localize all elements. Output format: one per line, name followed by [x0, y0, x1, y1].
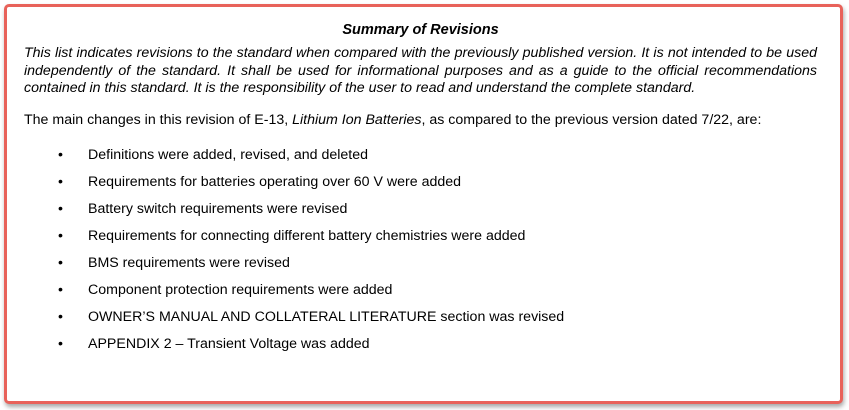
- list-item-text: Battery switch requirements were revised: [88, 200, 348, 217]
- main-changes-text-before: The main changes in this revision of E-13,: [24, 111, 293, 128]
- list-item: [24, 281, 817, 308]
- list-item: [24, 254, 817, 281]
- list-item-text: Requirements for connecting different battery chemistries were added: [88, 227, 526, 244]
- bullet-icon: •: [58, 200, 63, 217]
- list-item: [24, 173, 817, 200]
- summary-intro: This list indicates revisions to the standard when compared with the previously published version. It is not intended to be used independently of the standard. It shall be used for informational purposes and as a guide to the official recommendations contained in this standard. It is the responsibility of the user to read and understand the complete standard.: [24, 45, 817, 96]
- revision-summary-content: [24, 21, 817, 362]
- list-item: [24, 146, 817, 173]
- list-item-text: APPENDIX 2 – Transient Voltage was added: [88, 335, 370, 352]
- bullet-icon: •: [58, 335, 63, 352]
- bullet-icon: •: [58, 254, 63, 271]
- changes-list: [24, 146, 817, 362]
- summary-title: Summary of Revisions: [342, 22, 499, 38]
- revision-summary-frame: [4, 4, 843, 404]
- list-item-text: OWNER’S MANUAL AND COLLATERAL LITERATURE section was revised: [88, 308, 565, 325]
- main-changes-paragraph: [24, 111, 817, 129]
- list-item-text: Requirements for batteries operating over 60 V were added: [88, 173, 462, 190]
- bullet-icon: •: [58, 281, 63, 298]
- standard-title: Lithium Ion Batteries: [292, 111, 422, 128]
- bullet-icon: •: [58, 173, 63, 190]
- bullet-icon: •: [58, 227, 63, 244]
- list-item-text: Component protection requirements were added: [88, 281, 393, 298]
- main-changes-text-after: , as compared to the previous version dated 7/22, are:: [421, 111, 762, 128]
- list-item: [24, 335, 817, 362]
- list-item: [24, 200, 817, 227]
- list-item-text: BMS requirements were revised: [88, 254, 290, 271]
- bullet-icon: •: [58, 308, 63, 325]
- bullet-icon: •: [58, 146, 63, 163]
- list-item: [24, 308, 817, 335]
- list-item-text: Definitions were added, revised, and deleted: [88, 146, 368, 163]
- list-item: [24, 227, 817, 254]
